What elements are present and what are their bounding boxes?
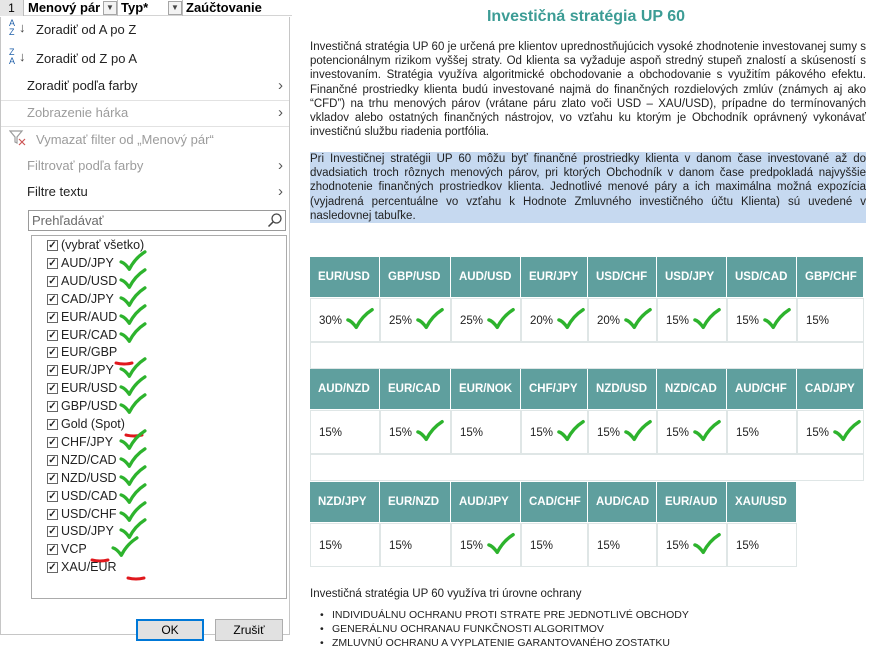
strategy-document [296,0,876,667]
pair-header-cell: EUR/USD [310,257,379,297]
protection-list-item: • INDIVIDUÁLNU OCHRANU PROTI STRATE PRE JEDNOTLIVÉ OBCHODY [332,608,689,622]
pair-header-cell: EUR/NOK [451,369,520,409]
exposure-value: 15% [530,540,554,552]
checkbox-checked[interactable]: ✓ [48,311,57,323]
handwritten-check-mark [416,305,444,338]
chevron-right-icon: › [278,77,283,94]
checkbox-checked[interactable]: ✓ [48,329,57,341]
handwritten-check-mark [833,417,861,450]
pair-header-cell: XAU/USD [727,482,796,522]
protection-list [332,608,689,650]
filter-list-item-label: NZD/USD [61,470,117,485]
handwritten-check-mark [346,305,374,338]
column-header-typ[interactable]: Typ* [118,0,183,16]
protection-intro: Investičná stratégia UP 60 využíva tri úrovne ochrany [310,588,582,600]
exposure-value: 15% [530,427,554,439]
column-header-menovy-par[interactable]: Menový pár [25,0,118,16]
exposure-value: 15% [597,540,621,552]
exposure-value: 15% [389,540,413,552]
checkbox-checked[interactable]: ✓ [48,562,57,574]
checkbox-checked[interactable]: ✓ [48,454,57,466]
checkbox-checked[interactable]: ✓ [48,508,57,520]
filter-list-item-label: EUR/JPY [61,363,114,378]
exposure-value: 15% [389,427,413,439]
checkbox-checked[interactable]: ✓ [48,365,57,377]
checkbox-checked[interactable]: ✓ [48,472,57,484]
protection-list-item: • ZMLUVNÚ OCHRANU A VYPLATENIE GARANTOVANÉHO ZOSTATKU [332,636,689,650]
pair-header-cell: USD/JPY [657,257,726,297]
exposure-value: 30% [319,315,343,327]
pair-header-cell: AUD/NZD [310,369,379,409]
filter-list-item-label: GBP/USD [61,399,118,414]
pair-header-cell: GBP/CHF [797,257,863,297]
column-header-zauctovanie[interactable]: Zaúčtovanie [186,0,262,15]
exposure-value-cell [797,298,864,342]
pair-header-cell: AUD/CAD [588,482,656,522]
exposure-value-cell [310,523,380,567]
handwritten-check-mark [487,305,515,338]
filter-list-item-label: AUD/USD [61,273,118,288]
sheet-view-label: Zobrazenie hárka [27,105,129,120]
pair-header-cell: AUD/CHF [727,369,796,409]
checkbox-checked[interactable]: ✓ [48,347,57,359]
text-filters-label: Filtre textu [27,184,88,199]
exposure-value: 15% [736,427,760,439]
handwritten-check-mark [763,305,791,338]
sort-za-label: Zoradiť od Z po A [36,51,137,66]
exposure-value: 15% [319,427,343,439]
filter-dropdown-button[interactable]: ▼ [103,1,117,15]
sort-by-color-label: Zoradiť podľa farby [27,78,138,93]
exposure-value: 15% [597,427,621,439]
pair-header-cell: EUR/CAD [380,369,450,409]
checkbox-checked[interactable]: ✓ [48,490,57,502]
handwritten-check-mark [118,322,148,349]
filter-list-item-label: USD/JPY [61,524,114,539]
checkbox-checked[interactable]: ✓ [48,526,57,538]
checkbox-checked[interactable]: ✓ [48,436,57,448]
pair-header-cell: AUD/JPY [451,482,520,522]
cancel-button[interactable]: Zrušiť [215,619,283,641]
chevron-right-icon: › [278,183,283,200]
handwritten-check-mark [416,417,444,450]
exposure-value-cell [380,523,451,567]
pair-header-cell: CHF/JPY [521,369,587,409]
filter-list-item-label: USD/CHF [61,506,117,521]
row-number: 1 [0,0,24,16]
exposure-value: 20% [597,315,621,327]
chevron-right-icon: › [278,157,283,174]
filter-list-item-label: VCP [61,542,87,557]
ok-button[interactable]: OK [136,619,204,641]
exposure-value-cell [727,410,797,454]
pair-header-cell: EUR/AUD [657,482,726,522]
filter-by-color-item[interactable] [1,153,289,179]
pair-header-cell: AUD/USD [451,257,520,297]
handwritten-check-mark [487,530,515,563]
pair-header-cell: EUR/NZD [380,482,450,522]
clear-filter-icon [9,129,29,151]
filter-list-item-label: (vybrať všetko) [61,238,145,252]
pair-header-cell: CAD/CHF [521,482,587,522]
filter-dropdown-button-typ[interactable]: ▼ [168,1,182,15]
checkbox-checked[interactable]: ✓ [48,293,57,305]
filter-by-color-label: Filtrovať podľa farby [27,158,144,173]
search-placeholder: Prehľadávať [32,213,104,228]
exposure-value: 20% [530,315,554,327]
pair-header-cell: GBP/USD [380,257,450,297]
checkbox-checked[interactable]: ✓ [48,383,57,395]
sort-by-color-item[interactable] [1,73,289,99]
exposure-value: 15% [666,315,690,327]
filter-list-item-label: USD/CAD [61,488,118,503]
table-spacer-row [310,454,864,481]
exposure-value: 15% [460,427,484,439]
search-icon [267,212,283,228]
highlighted-paragraph: Pri Investičnej stratégii UP 60 môžu byť finančné prostriedky klienta v danom čase investované až do dvadsiatich troch rôznych menových párov, pri ktorých Obchodník v danom čase predpokladá najvyššie zhodnotenie finančných prostriedkov klienta. Jednotlivé menové páry a ich maximálna možná expozícia (vyjadrená percentuálne vo vzťahu k Hodnote Zmluvného investičného účtu Klienta) sú uvedené v nasledovnej tabuľke. [310,153,866,222]
page-title: Investičná stratégia UP 60 [486,8,686,25]
handwritten-check-mark [624,305,652,338]
exposure-value-cell [310,410,380,454]
filter-list-item-label: EUR/CAD [61,327,118,342]
sheet-view-item[interactable] [1,100,289,126]
handwritten-check-mark [693,305,721,338]
filter-list-item-label: CHF/JPY [61,434,114,449]
filter-list-item-label: EUR/USD [61,381,118,396]
filter-list-item-label: XAU/EUR [61,560,117,575]
exposure-value-cell [727,523,797,567]
protection-list-item: • GENERÁLNU OCHRANAU FUNKČNOSTI ALGORITMOV [332,622,689,636]
exposure-value-cell [521,523,588,567]
exposure-value-cell [588,523,657,567]
pair-header-cell: EUR/JPY [521,257,587,297]
search-input[interactable] [28,210,286,231]
chevron-right-icon: › [278,104,283,121]
handwritten-red-dash [126,568,146,586]
excel-filter-panel [0,0,292,667]
exposure-value: 15% [666,427,690,439]
sort-za-icon: Z A ↓ [9,47,26,66]
intro-paragraph: Investičná stratégia UP 60 je určená pre klientov uprednostňujúcich vysoké zhodnotenie investovanej sumy s potencionálnym rizikom vyššej straty. Od klienta sa vyžaduje aspoň stredný stupeň znalostí a skúseností s investovaním. Stratégia využíva algoritmické obchodovanie a obchodovanie s využitím pákového efektu. Finančné prostriedky klienta budú investované najmä do finančných rozdielových zmlúv (známych aj ako “CFD”) na trhu menových párov (vrátane páru zlato voči USD – XAU/USD), prípadne do termínovaných vkladov alebo ostatných finančných nástrojov, vo vzťahu ku ktorým je Obchodník oprávnený vykonávať investičnú službu riadenia portfólia. [310,41,866,139]
exposure-value: 15% [666,540,690,552]
filter-list-item-label: Gold (Spot) [61,417,125,431]
pair-header-cell: CAD/JPY [797,369,863,409]
exposure-value: 15% [806,315,830,327]
handwritten-check-mark [624,417,652,450]
filter-list-item-label: EUR/GBP [61,345,118,360]
checkbox-checked[interactable]: ✓ [48,257,57,269]
exposure-value: 15% [736,540,760,552]
exposure-value: 25% [460,315,484,327]
filter-value-list [31,235,287,599]
column-header-row [0,0,292,16]
pair-header-cell: NZD/CAD [657,369,726,409]
exposure-value: 15% [806,427,830,439]
handwritten-check-mark [557,417,585,450]
exposure-value: 15% [736,315,760,327]
checkbox-checked[interactable]: ✓ [48,419,57,430]
sort-az-label: Zoradiť od A po Z [36,22,137,37]
checkbox-checked[interactable]: ✓ [48,275,57,287]
handwritten-check-mark [693,530,721,563]
sort-az-icon: A Z ↓ [9,18,26,37]
checkbox-checked[interactable]: ✓ [48,240,57,251]
exposure-value: 25% [389,315,413,327]
filter-list-item-label: EUR/AUD [61,309,118,324]
clear-filter-label: Vymazať filter od „Menový pár“ [36,132,214,147]
filter-list-item-label: NZD/CAD [61,452,117,467]
clear-filter-item[interactable] [1,127,289,153]
exposure-value: 15% [319,540,343,552]
pair-header-cell: NZD/JPY [310,482,379,522]
pair-header-cell: USD/CAD [727,257,796,297]
exposure-value: 15% [460,540,484,552]
sort-za-item[interactable] [1,46,289,72]
handwritten-check-mark [557,305,585,338]
handwritten-check-mark [693,417,721,450]
exposure-value-cell [451,410,521,454]
checkbox-checked[interactable]: ✓ [48,401,57,413]
pair-header-cell: NZD/USD [588,369,656,409]
sort-az-item[interactable] [1,17,289,43]
text-filters-item[interactable] [1,179,289,205]
filter-list-item-label: AUD/JPY [61,255,114,270]
table-spacer-row [310,342,864,369]
filter-menu [0,17,290,635]
filter-list-item-label: CAD/JPY [61,291,114,306]
pair-header-cell: USD/CHF [588,257,656,297]
checkbox-checked[interactable]: ✓ [48,544,57,556]
